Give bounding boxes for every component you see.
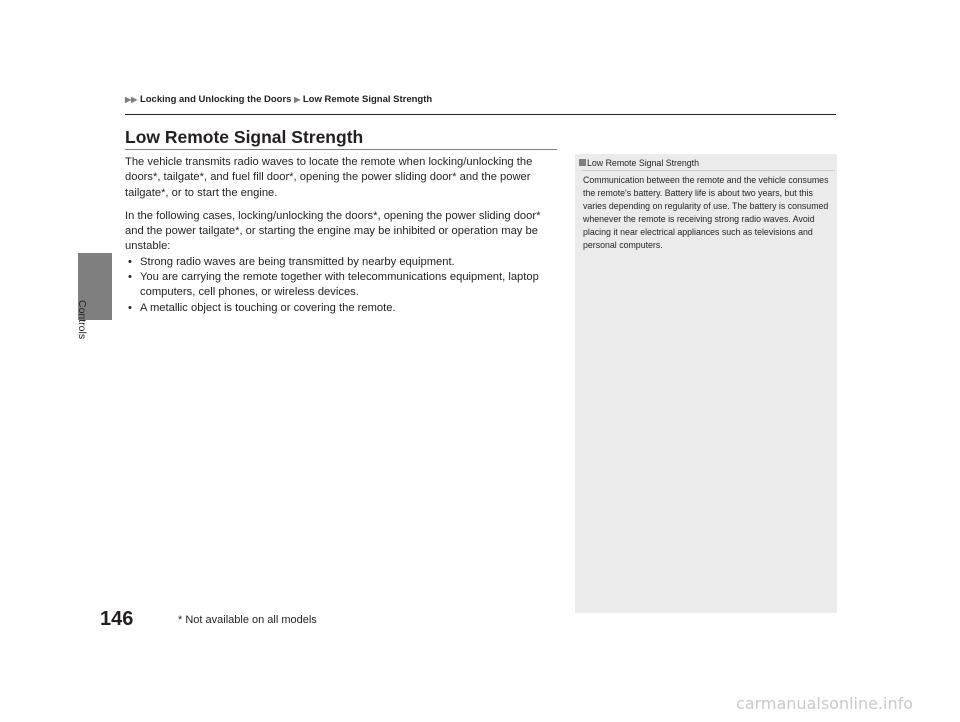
footnote: * Not available on all models (178, 614, 317, 626)
note-marker-icon (579, 159, 586, 166)
list-item: • Strong radio waves are being transmitted by nearby equipment. (125, 255, 559, 270)
header-divider (125, 114, 836, 115)
body-paragraph-2 (125, 209, 559, 255)
list-item: • You are carrying the remote together with telecommunications equipment, laptop computers, cell phones, or wireless devices. (125, 270, 559, 301)
sidebar-heading-text: Low Remote Signal Strength (587, 158, 699, 168)
breadcrumb-item-locking[interactable]: Locking and Unlocking the Doors (139, 94, 292, 105)
body-paragraph-2-text: In the following cases, locking/unlocking the doors*, opening the power sliding door* and the power tailgate*, or starting the engine may be inhibited or operation may be unstable: (125, 209, 541, 253)
breadcrumb (125, 94, 432, 105)
title-divider (125, 149, 557, 150)
sidebar-divider (581, 170, 835, 171)
watermark: carmanualsonline.info (736, 694, 914, 713)
body-paragraph-1: The vehicle transmits radio waves to locate the remote when locking/unlocking the doors*, tailgate*, and fuel fill door*, opening the power sliding door* and the power tailgate*, or to start the engine. (125, 156, 533, 199)
breadcrumb-item-low-signal[interactable]: Low Remote Signal Strength (302, 94, 433, 105)
main-body (125, 155, 559, 316)
list-item: • A metallic object is touching or covering the remote. (125, 301, 559, 316)
breadcrumb-arrow-icon: ▶▶ (125, 95, 138, 104)
sidebar-note (575, 154, 837, 613)
section-tab-label: Controls (76, 300, 88, 340)
page-number: 146 (100, 608, 134, 630)
sidebar-heading (579, 158, 699, 168)
page-title: Low Remote Signal Strength (125, 127, 364, 147)
sidebar-text: Communication between the remote and the vehicle consumes the remote's battery. Battery life is about two years, but this varies depending on regularity of use. The battery is consumed whenever the remote is receiving strong radio waves. Avoid placing it near electrical appliances such as televisions and personal computers. (583, 175, 829, 250)
breadcrumb-arrow-icon: ▶ (294, 95, 301, 104)
bullet-list (125, 255, 559, 316)
